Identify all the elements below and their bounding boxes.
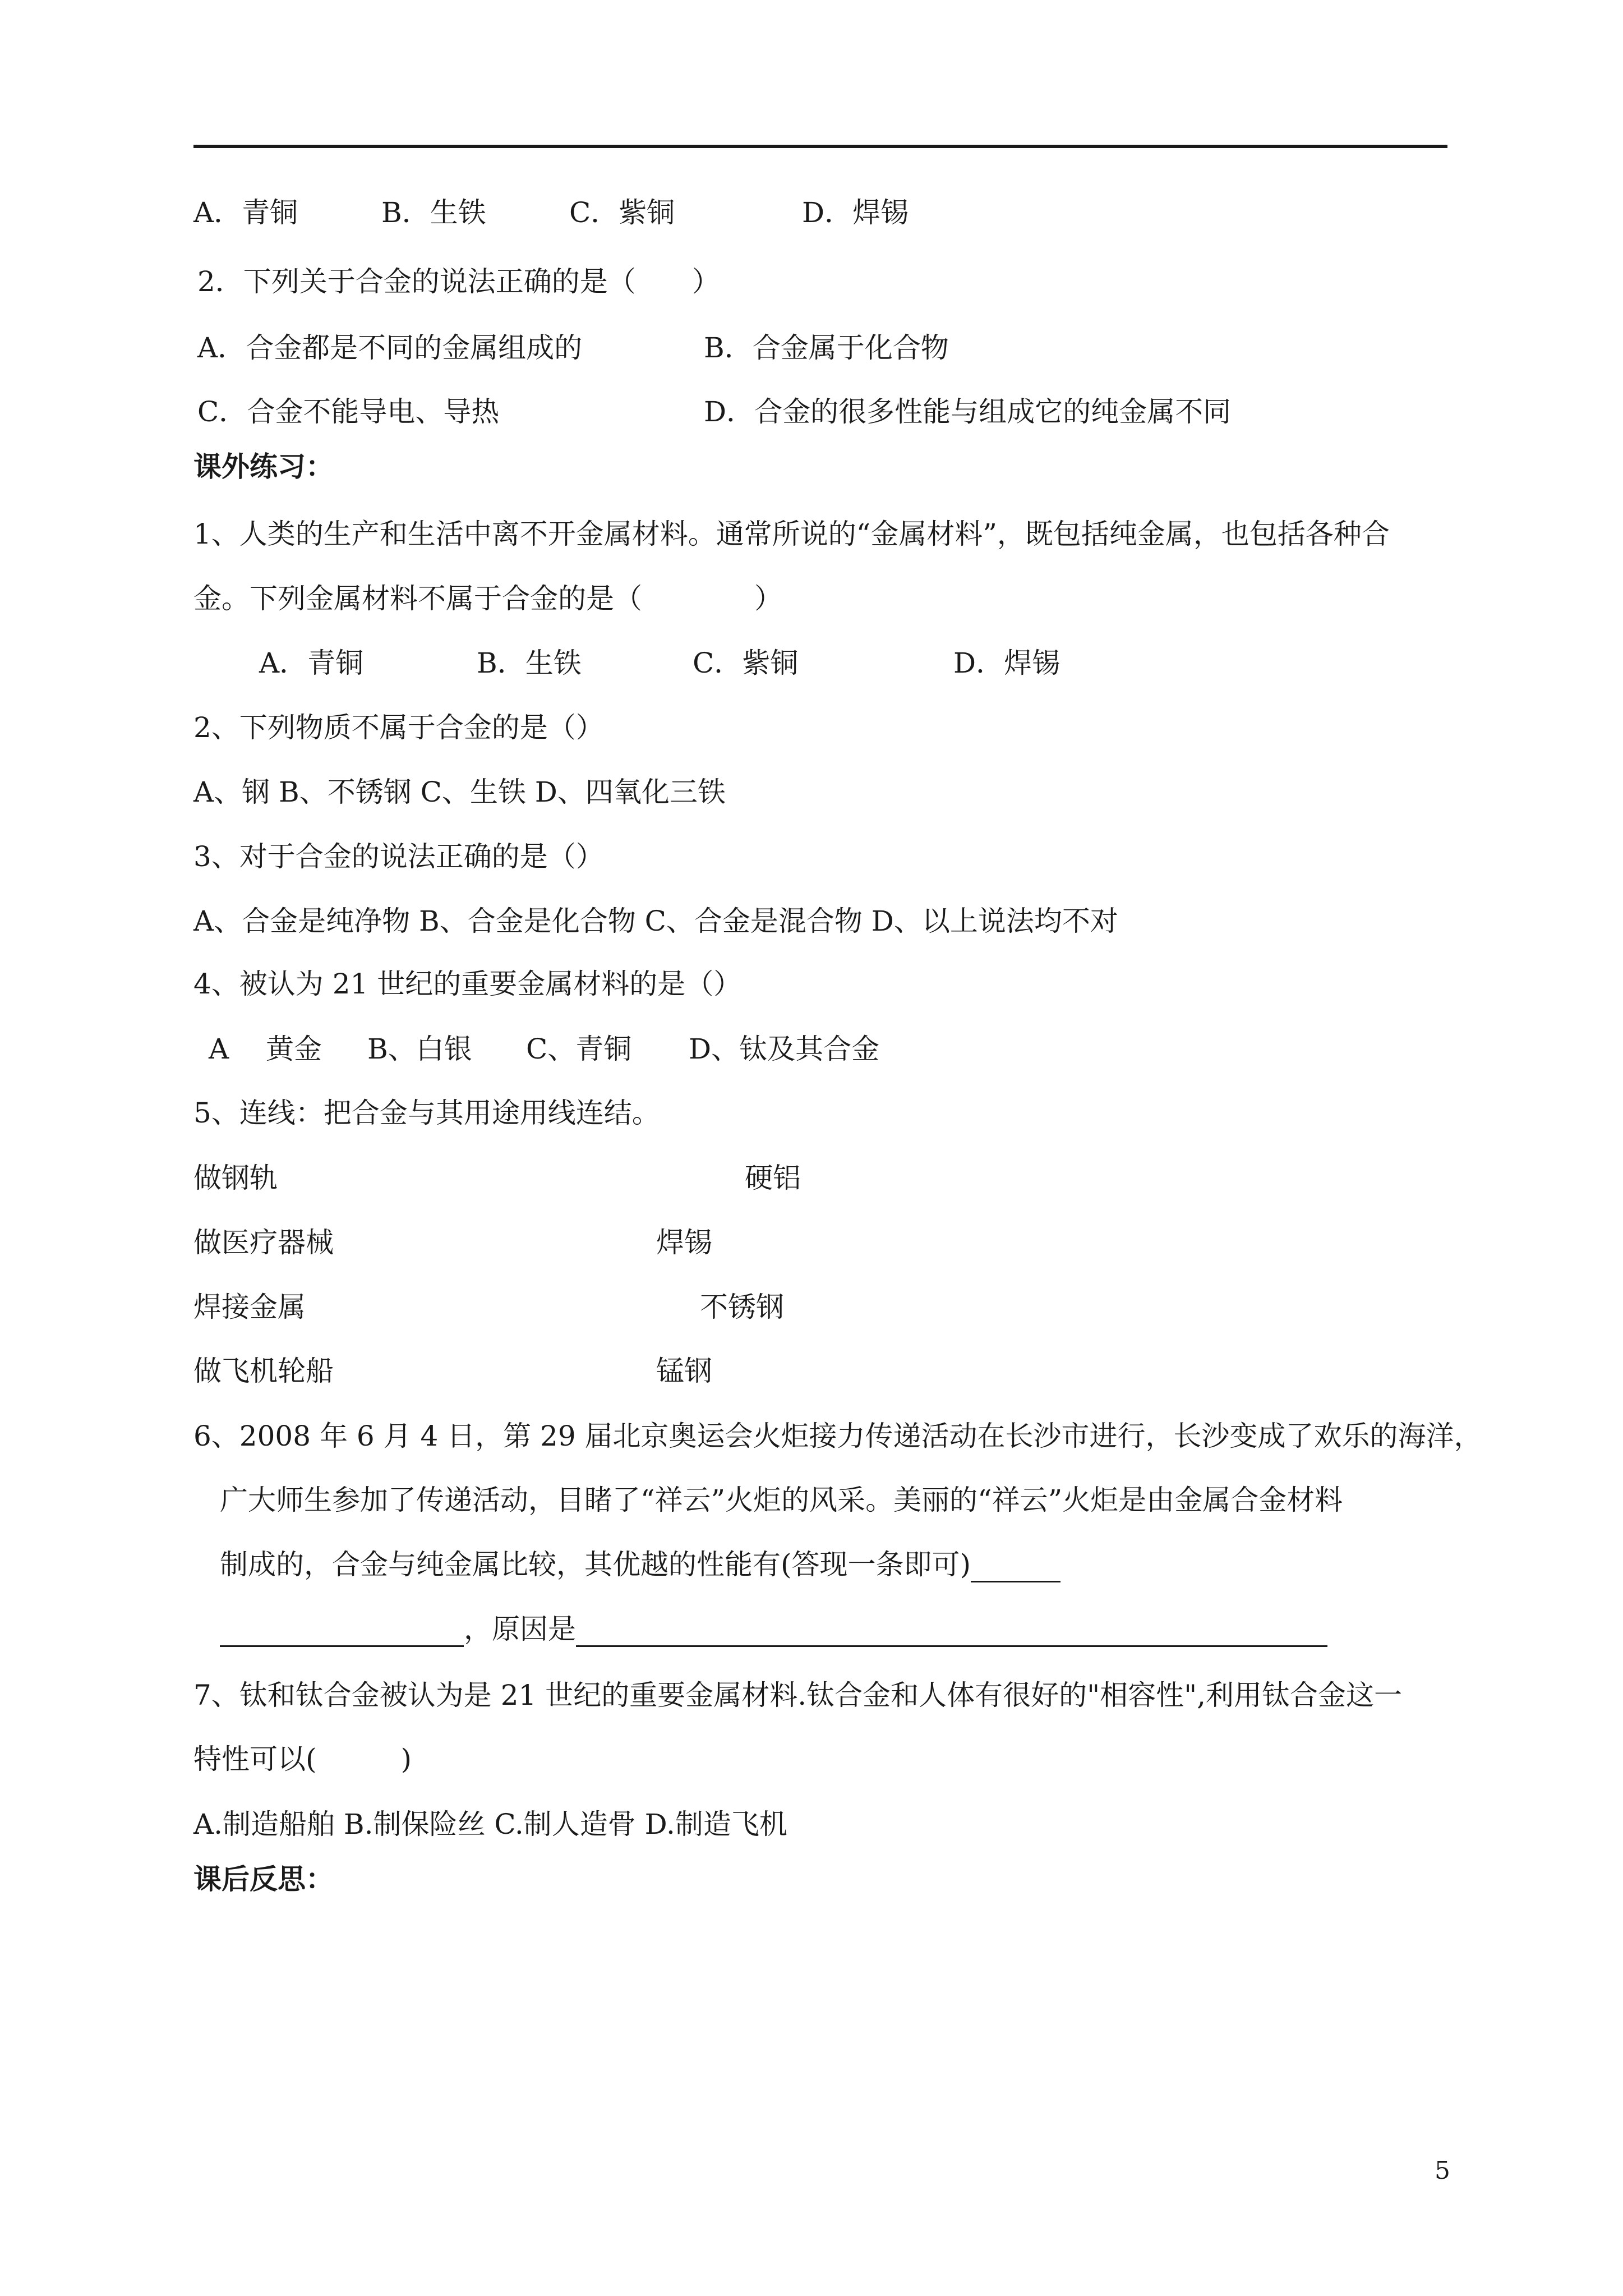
e6-answer-blank-2[interactable] [220, 1616, 464, 1647]
e2-stem: 2、下列物质不属于合金的是（） [193, 711, 604, 744]
header-rule [193, 145, 1447, 148]
e6-reason-blank[interactable] [576, 1616, 1327, 1647]
e5-left-item: 做钢轨 [193, 1162, 278, 1194]
prev-option-c: C．紫铜 [569, 196, 675, 229]
page-number: 5 [1435, 2156, 1450, 2185]
e5-right-item: 锰钢 [656, 1355, 712, 1387]
e1-option-c: C．紫铜 [693, 647, 799, 679]
q2-option-b: B．合金属于化合物 [704, 332, 949, 364]
q2-option-c: C．合金不能导电、导热 [197, 395, 500, 428]
e6-line3 [220, 1547, 1061, 1582]
q2-option-d: D．合金的很多性能与组成它的纯金属不同 [704, 395, 1232, 428]
e3-stem: 3、对于合金的说法正确的是（） [193, 840, 604, 873]
e4-option-b: B、白银 [367, 1033, 472, 1065]
prev-option-b: B．生铁 [381, 196, 486, 229]
prev-option-d: D．焊锡 [802, 196, 909, 229]
e6-line2: 广大师生参加了传递活动，目睹了“祥云”火炬的风采。美丽的“祥云”火炬是由金属合金材料 [220, 1484, 1343, 1516]
e5-right-item: 硬铝 [745, 1162, 801, 1194]
e5-left-item: 做医疗器械 [193, 1226, 334, 1259]
e4-option-d: D、钛及其合金 [689, 1033, 880, 1065]
e4-option-a: A 黄金 [209, 1033, 322, 1065]
q2-option-a: A．合金都是不同的金属组成的 [197, 332, 583, 364]
e5-left-item: 做飞机轮船 [193, 1355, 334, 1387]
e3-options: A、合金是纯净物 B、合金是化合物 C、合金是混合物 D、以上说法均不对 [193, 905, 1118, 937]
e1-option-d: D．焊锡 [953, 647, 1061, 679]
e7-line1: 7、钛和钛合金被认为是 21 世纪的重要金属材料.钛合金和人体有很好的"相容性",利用钛合金这一 [193, 1679, 1403, 1711]
e5-stem: 5、连线：把合金与其用途用线连结。 [193, 1097, 660, 1129]
e1-option-b: B．生铁 [477, 647, 582, 679]
e4-stem: 4、被认为 21 世纪的重要金属材料的是（） [193, 968, 742, 1000]
q2-stem: 2．下列关于合金的说法正确的是（ ） [197, 265, 720, 298]
e7-options: A.制造船舶 B.制保险丝 C.制人造骨 D.制造飞机 [193, 1808, 787, 1841]
section-homework-heading: 课外练习： [193, 450, 334, 483]
e6-line4 [220, 1611, 1327, 1647]
section-reflection-heading: 课后反思： [193, 1862, 334, 1895]
e5-right-item: 焊锡 [656, 1226, 712, 1259]
e1-option-a: A．青铜 [259, 647, 364, 679]
e2-options: A、钢 B、不锈钢 C、生铁 D、四氧化三铁 [193, 776, 726, 808]
e6-reason-label: ，原因是 [464, 1613, 576, 1645]
e6-line1: 6、2008 年 6 月 4 日，第 29 届北京奥运会火炬接力传递活动在长沙市进行，长沙变成了欢乐的海洋， [193, 1420, 1482, 1452]
e5-right-item: 不锈钢 [700, 1291, 784, 1323]
e7-line2: 特性可以( ) [193, 1743, 412, 1775]
e5-left-item: 焊接金属 [193, 1291, 306, 1323]
e6-line3-text: 制成的，合金与纯金属比较，其优越的性能有(答现一条即可) [220, 1548, 971, 1581]
e1-line1: 1、人类的生产和生活中离不开金属材料。通常所说的“金属材料”，既包括纯金属，也包括各种合 [193, 518, 1390, 550]
e6-answer-blank-1[interactable] [971, 1552, 1061, 1582]
e4-option-c: C、青铜 [526, 1033, 632, 1065]
e1-line2: 金。下列金属材料不属于合金的是（ ） [193, 582, 782, 615]
prev-option-a: A．青铜 [193, 196, 298, 229]
